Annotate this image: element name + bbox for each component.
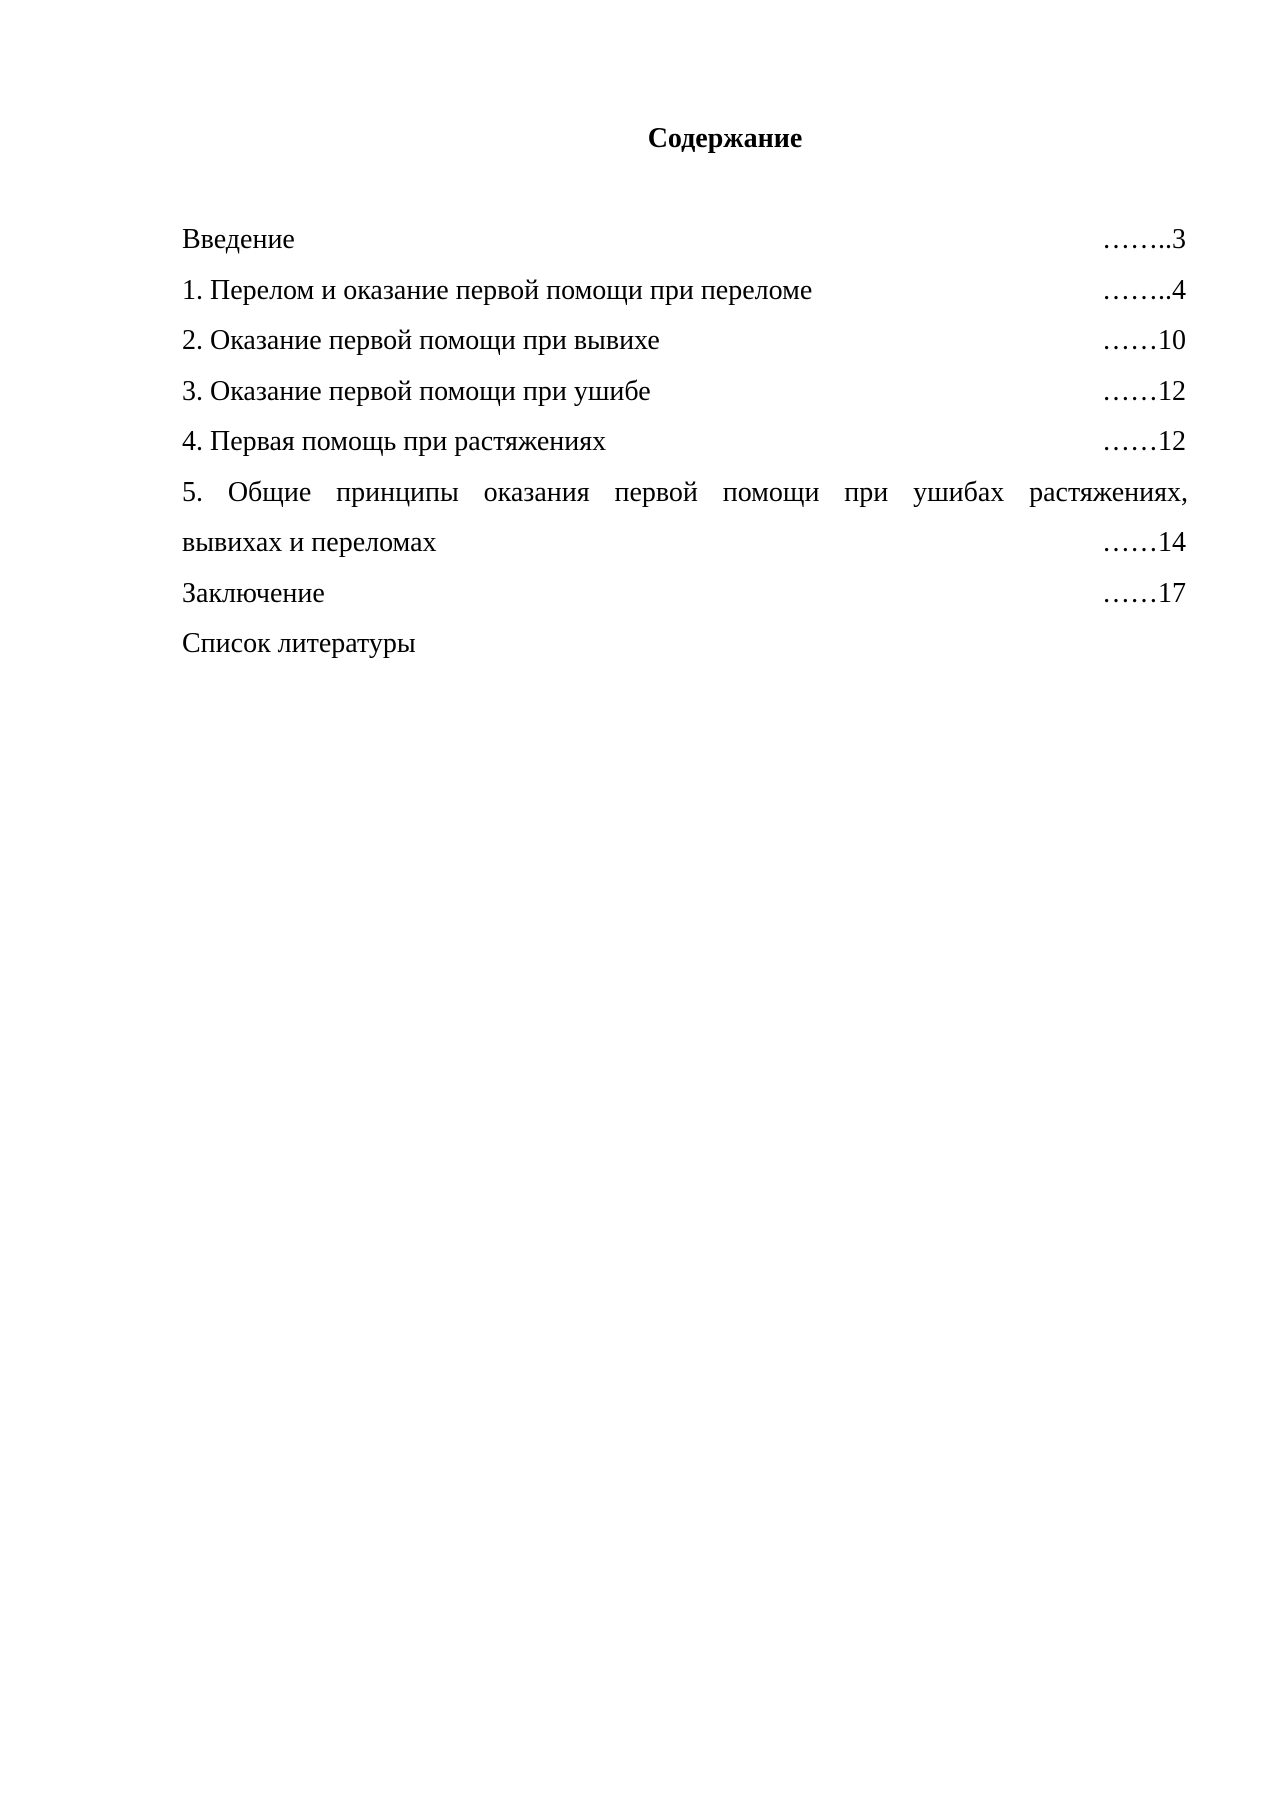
toc-entry-label: вывихах и переломах [182, 527, 437, 558]
toc-entry-label: 2. Оказание первой помощи при вывихе [182, 325, 660, 356]
toc-entry-page: ……..3 [1102, 224, 1186, 255]
table-of-contents [182, 215, 1188, 670]
toc-entry-label: Введение [182, 224, 295, 255]
toc-entry-general-principles-line2 [182, 518, 1188, 569]
toc-entry-page: ……14 [1102, 527, 1186, 558]
toc-entry-introduction [182, 215, 1188, 266]
toc-entry-page: ……12 [1102, 375, 1186, 407]
toc-entry-label: 4. Первая помощь при растяжениях [182, 426, 607, 457]
toc-entry-label: 1. Перелом и оказание первой помощи при переломе [182, 274, 813, 306]
toc-entry-label: Заключение [182, 577, 325, 609]
toc-entry-fracture [182, 266, 1188, 317]
toc-entry-conclusion [182, 569, 1188, 620]
toc-entry-dislocation [182, 316, 1188, 367]
toc-entry-general-principles-line1 [182, 468, 1188, 519]
page-title: Содержание [647, 123, 803, 154]
toc-entry-label: 3. Оказание первой помощи при ушибе [182, 375, 651, 407]
toc-entry-bruise [182, 367, 1188, 418]
toc-entry-label: 5. Общие принципы оказания первой помощи при ушибах растяжениях, [182, 476, 1188, 508]
toc-entry-page: ……10 [1102, 325, 1186, 356]
toc-entry-page: ……..4 [1102, 274, 1186, 306]
toc-entry-references [182, 619, 1188, 670]
toc-entry-page: ……12 [1102, 426, 1186, 457]
toc-entry-sprain [182, 417, 1188, 468]
toc-entry-label: Список литературы [182, 628, 416, 659]
toc-entry-page: ……17 [1102, 577, 1186, 609]
